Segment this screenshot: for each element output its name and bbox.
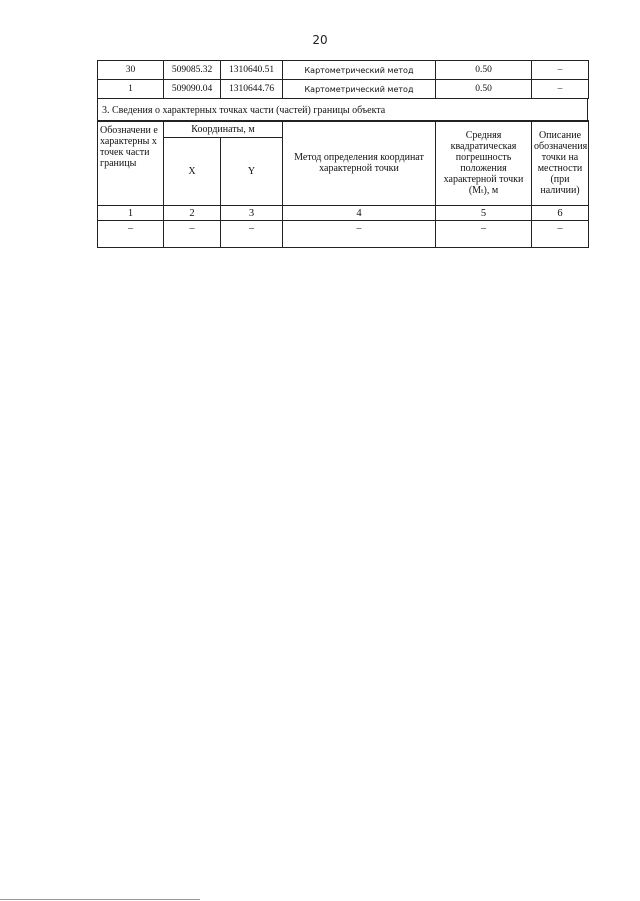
column-number: 1 [98, 206, 164, 221]
header-coordinates: Координаты, м [164, 121, 283, 138]
method-cell: Картометрический метод [283, 80, 436, 99]
point-cell: 30 [98, 61, 164, 80]
table-cell: – [221, 221, 283, 248]
header-y: Y [221, 138, 283, 206]
header-x: X [164, 138, 221, 206]
table-row [98, 221, 589, 248]
x-cell: 509090.04 [164, 80, 221, 99]
column-numbers-row [98, 206, 589, 221]
section-heading-table [97, 98, 588, 122]
table-header-row [98, 121, 589, 138]
column-number: 3 [221, 206, 283, 221]
y-cell: 1310640.51 [221, 61, 283, 80]
header-method: Метод определения координат характерной точки [283, 121, 436, 206]
table-row [98, 80, 589, 99]
table-cell: – [283, 221, 436, 248]
accuracy-cell: 0.50 [436, 80, 532, 99]
method-cell: Картометрический метод [283, 61, 436, 80]
table-cell: – [436, 221, 532, 248]
point-cell: 1 [98, 80, 164, 99]
description-cell: – [532, 61, 589, 80]
section-title: 3. Сведения о характерных точках части (частей) границы объекта [98, 99, 588, 122]
column-number: 2 [164, 206, 221, 221]
y-cell: 1310644.76 [221, 80, 283, 99]
boundary-points-table [97, 120, 589, 248]
column-number: 5 [436, 206, 532, 221]
header-accuracy: Средняя квадратическая погрешность положения характерной точки (Mₜ), м [436, 121, 532, 206]
x-cell: 509085.32 [164, 61, 221, 80]
table-cell: – [532, 221, 589, 248]
description-cell: – [532, 80, 589, 99]
accuracy-cell: 0.50 [436, 61, 532, 80]
table-row [98, 61, 589, 80]
page-number: 20 [312, 33, 328, 47]
table-cell: – [164, 221, 221, 248]
coordinates-continuation-table [97, 60, 589, 99]
scan-edge-line [0, 899, 200, 900]
column-number: 6 [532, 206, 589, 221]
table-cell: – [98, 221, 164, 248]
header-description: Описание обозначения точки на местности (при наличии) [532, 121, 589, 206]
column-number: 4 [283, 206, 436, 221]
header-designation: Обозначени е характерны х точек части границы [98, 121, 164, 206]
